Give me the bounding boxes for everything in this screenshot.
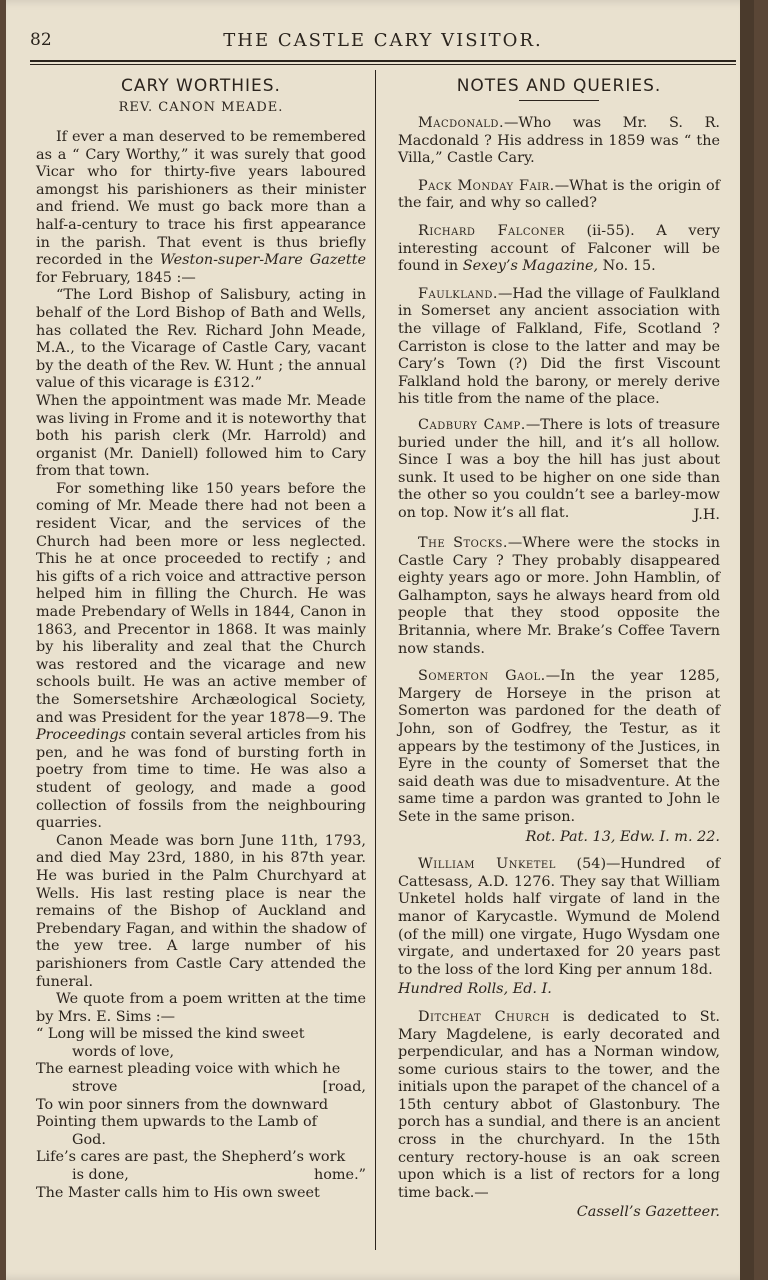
article-body [36,129,366,1026]
note-macdonald: Macdonald.—Who was Mr. S. R. Macdonald ? His address in 1859 was “ the Villa,” Castle Cary. [398,115,720,167]
notes-body [398,115,720,1222]
paragraph: Canon Meade was born June 11th, 1793, and died May 23rd, 1880, in his 87th year. He was buried in the Palm Churchyard at Wells. His last resting place is near the remains of the Bishop of Auckland and Prebendary Fagan, and within the shadow of the yew tree. A large number of his parishioners from Castle Cary attended the funeral. [36,832,366,990]
note-cadbury-camp: Cadbury Camp.—There is lots of treasure buried under the hill, and it’s all hollow. Since I was a boy the hill has just about sunk. It used to be higher on one side than the other so you couldn’t see a barley-mow on top. Now it’s all flat. [398,416,721,521]
poem-line: words of love, [72,1043,175,1060]
poem-line: Life’s cares are past, the Shepherd’s work [36,1149,346,1166]
note-william-unketel: William Unketel (54)—Hundred of Cattesass, A.D. 1276. They say that William Unketel holds half virgate of land in the manor of Karycastle. Wymund de Molend (of the mill) one virgate, Hugo Wysdam one virgate, and undertaxed for 20 years past to the loss of the lord King per annum 18d. [398,856,720,978]
paragraph: For something like 150 years before the coming of Mr. Meade there had not been a resident Vicar, and the services of the Church had been more or less neglected. This he at once proceeded to rectify ; and his gifts of a rich voice and attractive person helped him in filling the Church. He was made Prebendary of Wells in 1844, Canon in 1863, and Precentor in 1868. It was mainly by his liberality and zeal that the Church was restored and the vicarage and new schools built. He was an active member of the Somersetshire Archæological Society, and was President for the year 1878—9. The Proceedings contain several articles from his pen, and he was fond of bursting forth in poetry from time to time. He was also a student of geology, and made a good collection of fossils from the neighbouring quarries. [36,480,367,832]
header-rule [30,60,736,65]
poem-line: is done, home.” [72,1167,366,1184]
running-title: THE CASTLE CARY VISITOR. [223,30,543,51]
note-somerton-gaol: Somerton Gaol.—In the year 1285, Margery de Horseye in the prison at Somerton was pardoned for the death of John, son of Godfrey, the Testur, as it appears by the testimony of the Justices, in Eyre in the county of Somerset that the said death was due to misadventure. At the same time a pardon was granted to John le Sete in the same prison. [398,668,720,825]
poem-line: “ Long will be missed the kind sweet [36,1026,305,1043]
note-faulkland: Faulkland.—Had the village of Faulkland in Somerset any ancient association with the village of Falkland, Fife, Scotland ? Carriston is close to the latter and may be Cary’s Town (?) Did the first Viscount Falkland hold the barony, or merely derive his title from the name of the place. [398,285,720,408]
note-signature: J.H. [693,507,720,524]
note-citation: Hundred Rolls, Ed. I. [398,981,552,998]
column-divider [375,70,376,1250]
page-edge-shadow [740,0,754,1280]
article-subtitle: REV. CANON MEADE. [118,100,284,115]
section-title-cary-worthies: CARY WORTHIES. [121,76,281,96]
note-ditcheat-church: Ditcheat Church is dedicated to St. Mary Magdelene, is early decorated and perpendicular, and has a Norman window, some curious stairs to the tower, and the initials upon the parapet of the chancel of a 15th century abbot of Glastonbury. The porch has a sundial, and there is an ancient cross in the churchyard. In the 15th century rectory-house is an oak screen upon which is a list of rectors for a long time back.— [398,1008,720,1201]
book-page [6,0,754,1280]
note-citation: Cassell’s Gazetteer. [576,1204,720,1221]
note-pack-monday: Pack Monday Fair.—What is the origin of the fair, and why so called? [398,177,720,212]
section-title-notes-queries: NOTES AND QUERIES. [456,76,662,96]
poem-line: Pointing them upwards to the Lamb of [36,1114,318,1131]
note-citation: Rot. Pat. 13, Edw. I. m. 22. [525,828,720,845]
left-column [36,70,366,1202]
poem-line: strove [road, [72,1079,366,1096]
right-column [398,70,720,1232]
paragraph: When the appointment was made Mr. Meade was living in Frome and it is noteworthy that both his parish clerk (Mr. Harrold) and organist (Mr. Daniell) followed him to Cary from that town. [36,392,366,480]
paragraph: If ever a man deserved to be remembered as a “ Cary Worthy,” it was surely that good Vicar who for thirty-five years laboured amongst his parishioners as their minister and friend. We must go back more than a half-a-century to trace his first appearance in the parish. That event is thus briefly recorded in the Weston-super-Mare Gazette for February, 1845 :— [36,129,366,286]
poem-line: To win poor sinners from the downward [36,1096,329,1113]
paragraph: We quote from a poem written at the time by Mrs. E. Sims :— [36,991,366,1025]
poem-line: God. [72,1131,106,1148]
page-header [30,30,736,54]
poem-line: The earnest pleading voice with which he [36,1061,341,1078]
page-number: 82 [30,30,52,50]
note-falconer: Richard Falconer (ii-55). A very interesting account of Falconer will be found in Sexey’s Magazine, No. 15. [398,222,720,275]
poem-line: The Master calls him to His own sweet [36,1184,320,1201]
quote-paragraph: “The Lord Bishop of Salisbury, acting in behalf of the Lord Bishop of Bath and Wells, has collated the Rev. Richard John Meade, M.A., to the Vicarage of Castle Cary, vacant by the death of the Rev. W. Hunt ; the annual value of this vicarage is £312.” [36,287,366,392]
poem [36,1026,366,1202]
title-rule [519,100,599,101]
note-stocks: The Stocks.—Where were the stocks in Castle Cary ? They probably disappeared eighty years ago or more. John Hamblin, of Galhampton, says he always heard from old people that they stood opposite the Britannia, where Mr. Brake’s Coffee Tavern now stands. [398,535,721,657]
